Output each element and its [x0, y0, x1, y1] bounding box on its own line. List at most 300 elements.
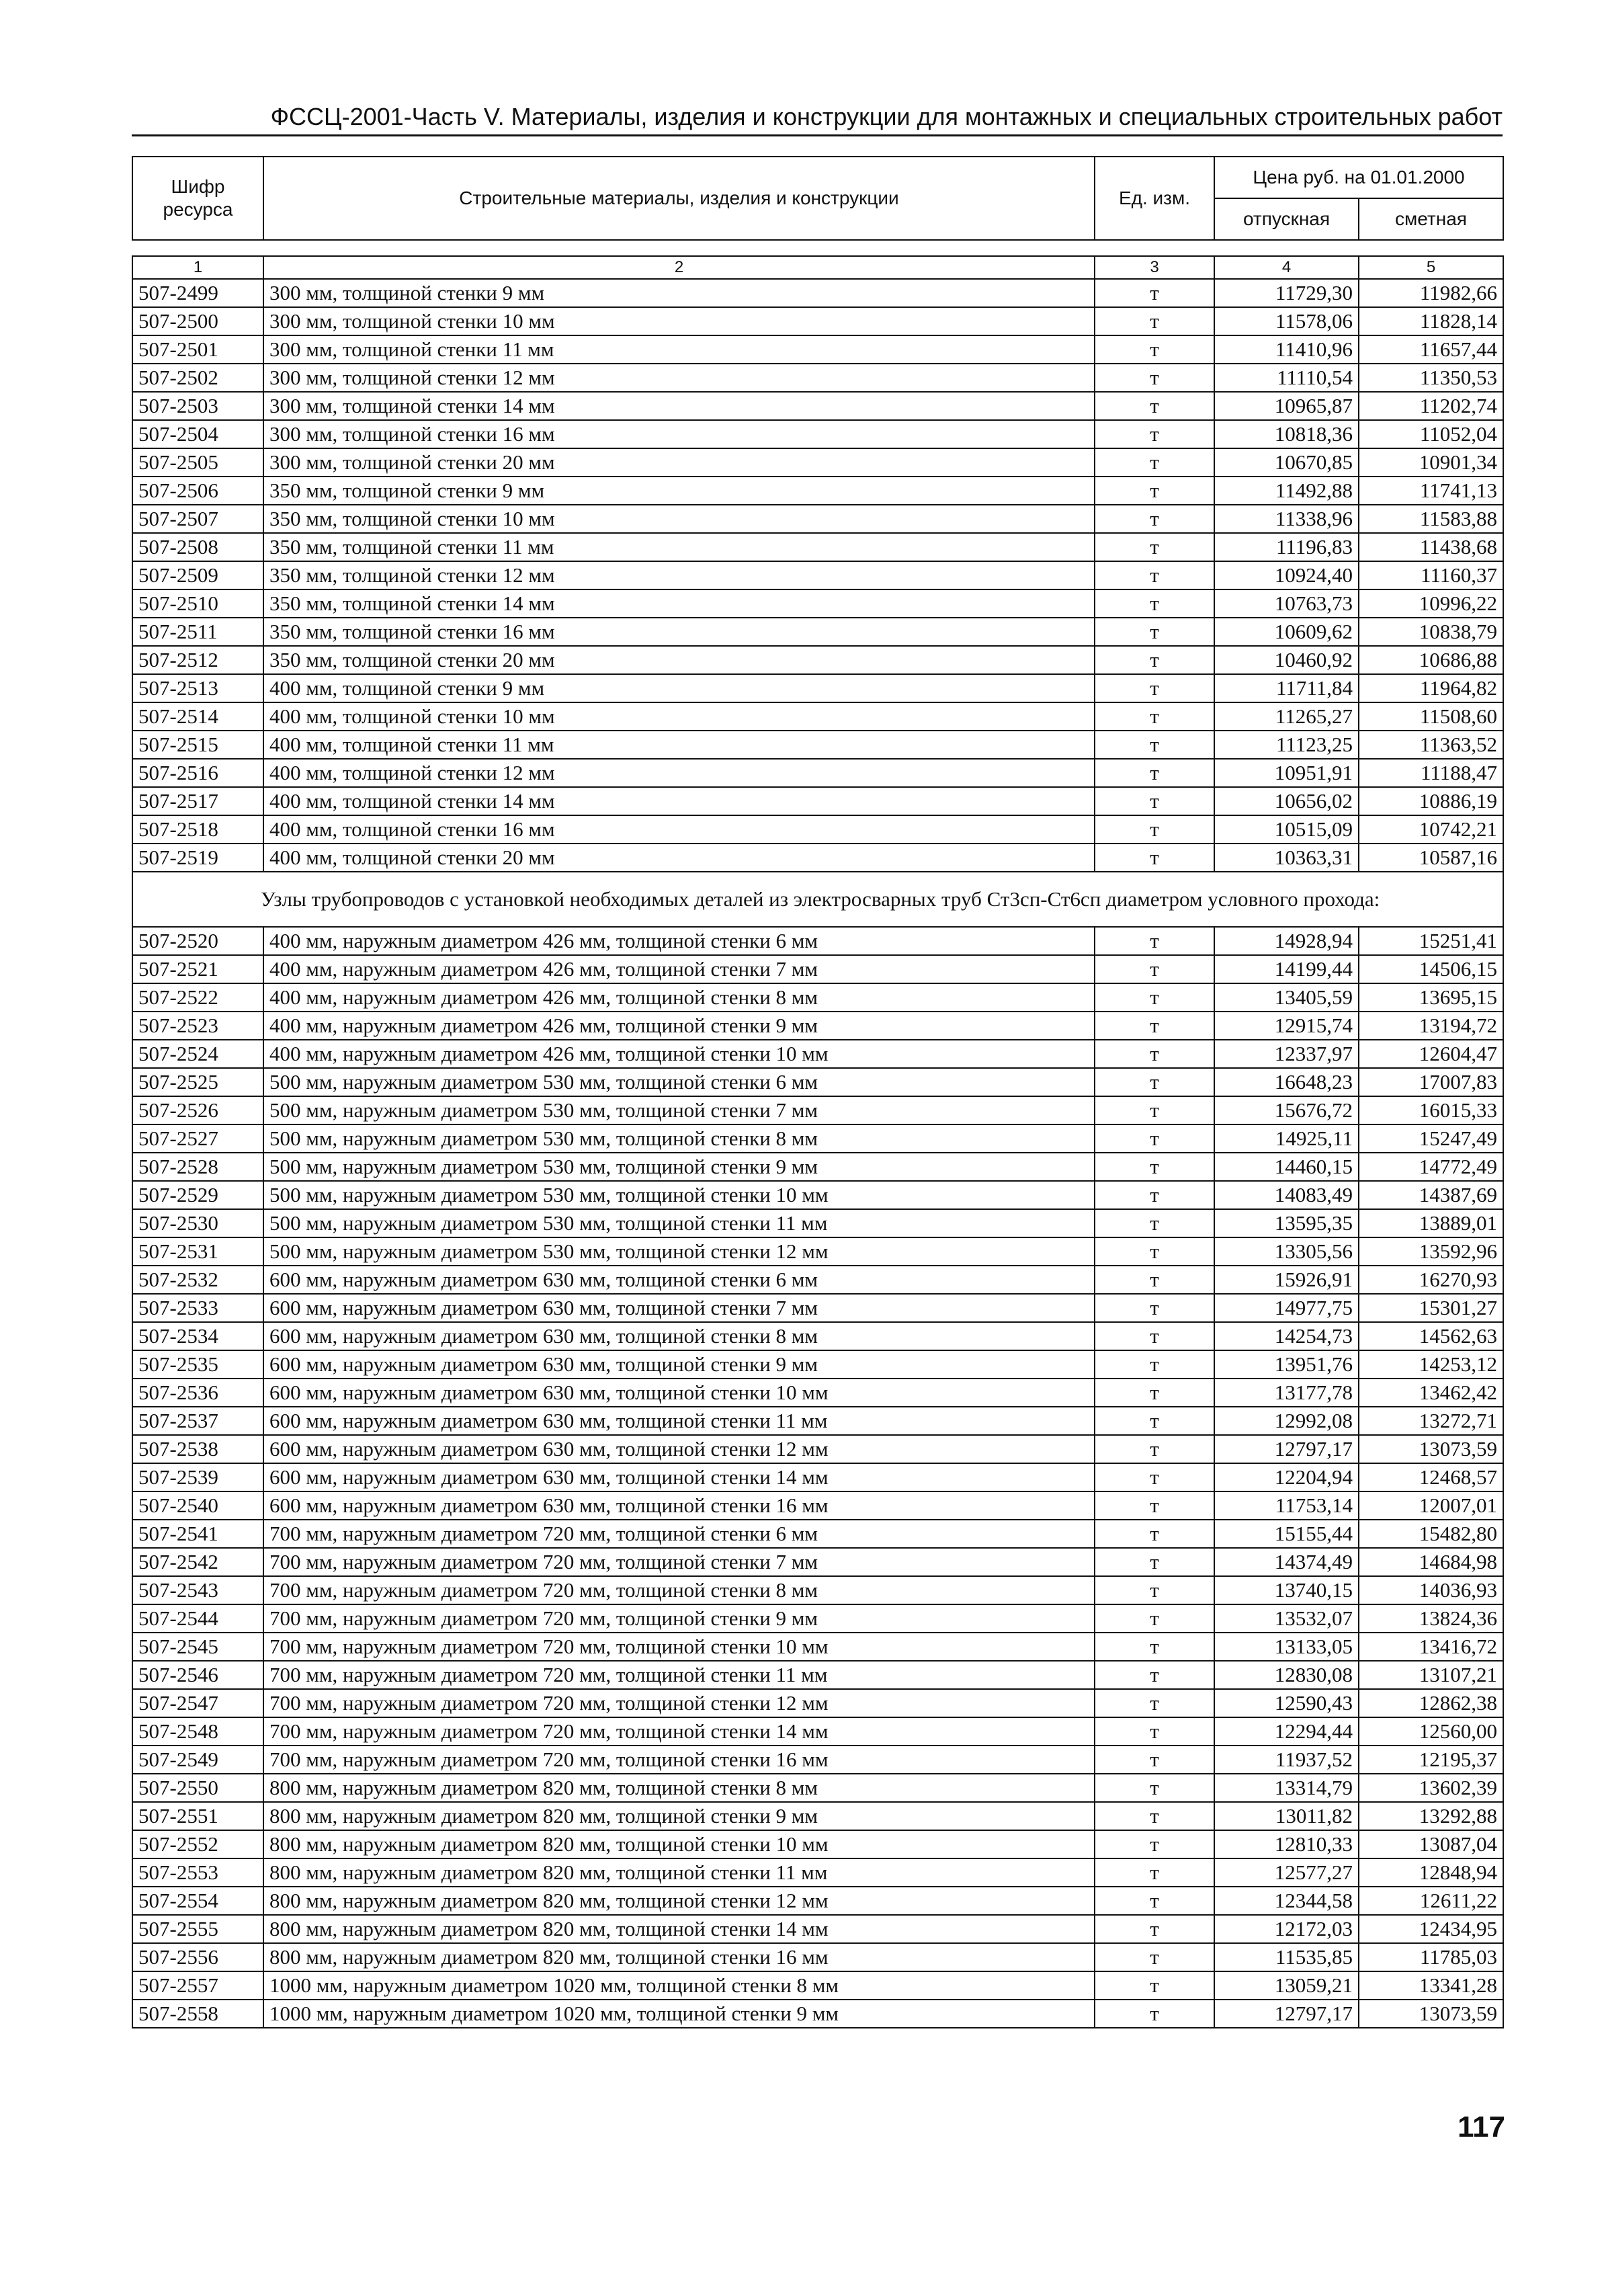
- unit-cell: т: [1095, 448, 1214, 477]
- estimate-price-cell: 13602,39: [1359, 1774, 1503, 1802]
- price-table: [132, 156, 1504, 2028]
- resource-code-cell: 507-2518: [132, 815, 263, 844]
- table-row: [132, 1435, 1503, 1463]
- estimate-price-cell: 13272,71: [1359, 1407, 1503, 1435]
- table-row: [132, 1717, 1503, 1746]
- estimate-price-cell: 11785,03: [1359, 1943, 1503, 1971]
- page-number: 117: [1458, 2110, 1505, 2143]
- release-price-cell: 11196,83: [1214, 533, 1359, 561]
- unit-cell: т: [1095, 1661, 1214, 1689]
- estimate-price-cell: 13341,28: [1359, 1971, 1503, 2000]
- resource-code-cell: 507-2516: [132, 759, 263, 787]
- estimate-price-cell: 15301,27: [1359, 1294, 1503, 1322]
- unit-cell: т: [1095, 983, 1214, 1012]
- table-row: [132, 420, 1503, 448]
- estimate-price-cell: 16270,93: [1359, 1266, 1503, 1294]
- unit-cell: т: [1095, 844, 1214, 872]
- material-name-cell: 700 мм, наружным диаметром 720 мм, толщиной стенки 7 мм: [263, 1548, 1095, 1576]
- estimate-price-cell: 14253,12: [1359, 1350, 1503, 1379]
- release-price-cell: 13305,56: [1214, 1237, 1359, 1266]
- material-name-cell: 400 мм, наружным диаметром 426 мм, толщиной стенки 7 мм: [263, 955, 1095, 983]
- unit-cell: т: [1095, 1350, 1214, 1379]
- unit-cell: т: [1095, 1068, 1214, 1096]
- material-name-cell: 700 мм, наружным диаметром 720 мм, толщиной стенки 8 мм: [263, 1576, 1095, 1604]
- unit-cell: т: [1095, 1435, 1214, 1463]
- release-price-cell: 11123,25: [1214, 731, 1359, 759]
- material-name-cell: 350 мм, толщиной стенки 9 мм: [263, 477, 1095, 505]
- resource-code-cell: 507-2522: [132, 983, 263, 1012]
- table-row: [132, 392, 1503, 420]
- table-row: [132, 702, 1503, 731]
- table-row: [132, 1661, 1503, 1689]
- material-name-cell: 600 мм, наружным диаметром 630 мм, толщиной стенки 16 мм: [263, 1491, 1095, 1520]
- release-price-cell: 12337,97: [1214, 1040, 1359, 1068]
- unit-cell: т: [1095, 815, 1214, 844]
- resource-code-cell: 507-2529: [132, 1181, 263, 1209]
- table-row: [132, 1237, 1503, 1266]
- estimate-price-cell: 12007,01: [1359, 1491, 1503, 1520]
- unit-cell: т: [1095, 1858, 1214, 1887]
- release-price-cell: 13532,07: [1214, 1604, 1359, 1633]
- unit-cell: т: [1095, 1463, 1214, 1491]
- unit-cell: т: [1095, 307, 1214, 335]
- release-price-cell: 10363,31: [1214, 844, 1359, 872]
- material-name-cell: 300 мм, толщиной стенки 16 мм: [263, 420, 1095, 448]
- material-name-cell: 600 мм, наружным диаметром 630 мм, толщиной стенки 11 мм: [263, 1407, 1095, 1435]
- material-name-cell: 1000 мм, наружным диаметром 1020 мм, толщиной стенки 8 мм: [263, 1971, 1095, 2000]
- release-price-cell: 12797,17: [1214, 1435, 1359, 1463]
- material-name-cell: 350 мм, толщиной стенки 12 мм: [263, 561, 1095, 589]
- table-row: [132, 787, 1503, 815]
- release-price-cell: 14977,75: [1214, 1294, 1359, 1322]
- estimate-price-cell: 14684,98: [1359, 1548, 1503, 1576]
- material-name-cell: 600 мм, наружным диаметром 630 мм, толщиной стенки 8 мм: [263, 1322, 1095, 1350]
- section-header: [132, 872, 1503, 927]
- estimate-price-cell: 15251,41: [1359, 927, 1503, 955]
- column-number: 2: [263, 256, 1095, 279]
- release-price-cell: 14928,94: [1214, 927, 1359, 955]
- estimate-price-cell: 11964,82: [1359, 674, 1503, 702]
- material-name-cell: 600 мм, наружным диаметром 630 мм, толщиной стенки 12 мм: [263, 1435, 1095, 1463]
- material-name-cell: 350 мм, толщиной стенки 11 мм: [263, 533, 1095, 561]
- resource-code-cell: 507-2517: [132, 787, 263, 815]
- resource-code-cell: 507-2526: [132, 1096, 263, 1124]
- material-name-cell: 400 мм, толщиной стенки 20 мм: [263, 844, 1095, 872]
- estimate-price-cell: 14387,69: [1359, 1181, 1503, 1209]
- table-row: [132, 1096, 1503, 1124]
- unit-cell: т: [1095, 589, 1214, 618]
- material-name-cell: 400 мм, наружным диаметром 426 мм, толщиной стенки 6 мм: [263, 927, 1095, 955]
- release-price-cell: 16648,23: [1214, 1068, 1359, 1096]
- release-price-cell: 12590,43: [1214, 1689, 1359, 1717]
- table-header: [132, 157, 1503, 279]
- material-name-cell: 500 мм, наружным диаметром 530 мм, толщиной стенки 7 мм: [263, 1096, 1095, 1124]
- table-row: [132, 927, 1503, 955]
- release-price-cell: 11265,27: [1214, 702, 1359, 731]
- table-row: [132, 1576, 1503, 1604]
- estimate-price-cell: 11982,66: [1359, 279, 1503, 307]
- estimate-price-cell: 14506,15: [1359, 955, 1503, 983]
- unit-cell: т: [1095, 533, 1214, 561]
- table-row: [132, 448, 1503, 477]
- resource-code-cell: 507-2531: [132, 1237, 263, 1266]
- resource-code-cell: 507-2534: [132, 1322, 263, 1350]
- unit-cell: т: [1095, 1971, 1214, 2000]
- column-number: 5: [1359, 256, 1503, 279]
- estimate-price-cell: 11363,52: [1359, 731, 1503, 759]
- material-name-cell: 500 мм, наружным диаметром 530 мм, толщиной стенки 9 мм: [263, 1153, 1095, 1181]
- resource-code-cell: 507-2550: [132, 1774, 263, 1802]
- estimate-price-cell: 11160,37: [1359, 561, 1503, 589]
- table-row: [132, 477, 1503, 505]
- release-price-cell: 10924,40: [1214, 561, 1359, 589]
- unit-cell: т: [1095, 1802, 1214, 1830]
- material-name-cell: 700 мм, наружным диаметром 720 мм, толщиной стенки 11 мм: [263, 1661, 1095, 1689]
- resource-code-cell: 507-2533: [132, 1294, 263, 1322]
- table-row: [132, 1633, 1503, 1661]
- table-row: [132, 1802, 1503, 1830]
- unit-cell: т: [1095, 1943, 1214, 1971]
- resource-code-cell: 507-2535: [132, 1350, 263, 1379]
- unit-cell: т: [1095, 1576, 1214, 1604]
- resource-code-cell: 507-2504: [132, 420, 263, 448]
- unit-cell: т: [1095, 1915, 1214, 1943]
- release-price-cell: 11711,84: [1214, 674, 1359, 702]
- material-name-cell: 800 мм, наружным диаметром 820 мм, толщиной стенки 8 мм: [263, 1774, 1095, 1802]
- table-body-pipeline-nodes: [132, 927, 1503, 2028]
- unit-cell: т: [1095, 1407, 1214, 1435]
- release-price-cell: 12577,27: [1214, 1858, 1359, 1887]
- estimate-price-cell: 13592,96: [1359, 1237, 1503, 1266]
- unit-cell: т: [1095, 787, 1214, 815]
- release-price-cell: 12797,17: [1214, 2000, 1359, 2028]
- table-row: [132, 1943, 1503, 1971]
- table-row: [132, 1774, 1503, 1802]
- material-name-cell: 300 мм, толщиной стенки 14 мм: [263, 392, 1095, 420]
- release-price-cell: 15676,72: [1214, 1096, 1359, 1124]
- release-price-cell: 15155,44: [1214, 1520, 1359, 1548]
- material-name-cell: 700 мм, наружным диаметром 720 мм, толщиной стенки 12 мм: [263, 1689, 1095, 1717]
- unit-cell: т: [1095, 1181, 1214, 1209]
- material-name-cell: 300 мм, толщиной стенки 12 мм: [263, 364, 1095, 392]
- material-name-cell: 600 мм, наружным диаметром 630 мм, толщиной стенки 10 мм: [263, 1379, 1095, 1407]
- material-name-cell: 350 мм, толщиной стенки 10 мм: [263, 505, 1095, 533]
- table-row: [132, 1887, 1503, 1915]
- unit-cell: т: [1095, 477, 1214, 505]
- unit-cell: т: [1095, 1266, 1214, 1294]
- material-name-cell: 400 мм, толщиной стенки 14 мм: [263, 787, 1095, 815]
- resource-code-cell: 507-2509: [132, 561, 263, 589]
- unit-cell: т: [1095, 1379, 1214, 1407]
- estimate-price-cell: 10886,19: [1359, 787, 1503, 815]
- table-row: [132, 335, 1503, 364]
- estimate-price-cell: 11438,68: [1359, 533, 1503, 561]
- estimate-price-cell: 13087,04: [1359, 1830, 1503, 1858]
- unit-cell: т: [1095, 1096, 1214, 1124]
- table-row: [132, 1068, 1503, 1096]
- estimate-price-cell: 10686,88: [1359, 646, 1503, 674]
- resource-code-cell: 507-2525: [132, 1068, 263, 1096]
- unit-cell: т: [1095, 927, 1214, 955]
- material-name-cell: 800 мм, наружным диаметром 820 мм, толщиной стенки 12 мм: [263, 1887, 1095, 1915]
- estimate-price-cell: 14036,93: [1359, 1576, 1503, 1604]
- unit-cell: т: [1095, 702, 1214, 731]
- unit-cell: т: [1095, 1012, 1214, 1040]
- estimate-price-cell: 10901,34: [1359, 448, 1503, 477]
- resource-code-cell: 507-2539: [132, 1463, 263, 1491]
- unit-cell: т: [1095, 279, 1214, 307]
- table-row: [132, 1520, 1503, 1548]
- unit-cell: т: [1095, 955, 1214, 983]
- release-price-cell: 12810,33: [1214, 1830, 1359, 1858]
- table-row: [132, 618, 1503, 646]
- release-price-cell: 14199,44: [1214, 955, 1359, 983]
- material-name-cell: 500 мм, наружным диаметром 530 мм, толщиной стенки 10 мм: [263, 1181, 1095, 1209]
- estimate-price-cell: 11828,14: [1359, 307, 1503, 335]
- resource-code-cell: 507-2508: [132, 533, 263, 561]
- estimate-price-cell: 11188,47: [1359, 759, 1503, 787]
- material-name-cell: 400 мм, наружным диаметром 426 мм, толщиной стенки 10 мм: [263, 1040, 1095, 1068]
- material-name-cell: 300 мм, толщиной стенки 11 мм: [263, 335, 1095, 364]
- table-row: [132, 1350, 1503, 1379]
- table-row: [132, 731, 1503, 759]
- unit-cell: т: [1095, 1209, 1214, 1237]
- material-name-cell: 400 мм, толщиной стенки 10 мм: [263, 702, 1095, 731]
- resource-code-cell: 507-2541: [132, 1520, 263, 1548]
- estimate-price-cell: 11583,88: [1359, 505, 1503, 533]
- unit-cell: т: [1095, 1153, 1214, 1181]
- table-row: [132, 815, 1503, 844]
- estimate-price-cell: 12560,00: [1359, 1717, 1503, 1746]
- unit-cell: т: [1095, 1746, 1214, 1774]
- release-price-cell: 10656,02: [1214, 787, 1359, 815]
- table-row: [132, 759, 1503, 787]
- estimate-price-cell: 13073,59: [1359, 1435, 1503, 1463]
- table-row: [132, 1209, 1503, 1237]
- material-name-cell: 400 мм, толщиной стенки 9 мм: [263, 674, 1095, 702]
- estimate-price-cell: 15482,80: [1359, 1520, 1503, 1548]
- material-name-cell: 700 мм, наружным диаметром 720 мм, толщиной стенки 6 мм: [263, 1520, 1095, 1548]
- resource-code-cell: 507-2551: [132, 1802, 263, 1830]
- resource-code-cell: 507-2553: [132, 1858, 263, 1887]
- resource-code-cell: 507-2513: [132, 674, 263, 702]
- unit-cell: т: [1095, 1040, 1214, 1068]
- estimate-price-cell: 11741,13: [1359, 477, 1503, 505]
- unit-cell: т: [1095, 759, 1214, 787]
- resource-code-cell: 507-2505: [132, 448, 263, 477]
- table-row: [132, 983, 1503, 1012]
- resource-code-cell: 507-2555: [132, 1915, 263, 1943]
- release-price-cell: 13133,05: [1214, 1633, 1359, 1661]
- unit-cell: т: [1095, 392, 1214, 420]
- unit-cell: т: [1095, 1491, 1214, 1520]
- release-price-cell: 12992,08: [1214, 1407, 1359, 1435]
- release-price-cell: 10670,85: [1214, 448, 1359, 477]
- table-row: [132, 1746, 1503, 1774]
- release-price-cell: 12172,03: [1214, 1915, 1359, 1943]
- material-name-cell: 600 мм, наружным диаметром 630 мм, толщиной стенки 7 мм: [263, 1294, 1095, 1322]
- material-name-cell: 800 мм, наружным диаметром 820 мм, толщиной стенки 10 мм: [263, 1830, 1095, 1858]
- unit-cell: т: [1095, 1689, 1214, 1717]
- column-header-unit: Ед. изм.: [1095, 157, 1214, 240]
- page-header: ФССЦ-2001-Часть V. Материалы, изделия и конструкции для монтажных и специальных строительных работ: [132, 102, 1503, 136]
- resource-code-cell: 507-2558: [132, 2000, 263, 2028]
- estimate-price-cell: 13073,59: [1359, 2000, 1503, 2028]
- material-name-cell: 700 мм, наружным диаметром 720 мм, толщиной стенки 9 мм: [263, 1604, 1095, 1633]
- estimate-price-cell: 11202,74: [1359, 392, 1503, 420]
- table-row: [132, 674, 1503, 702]
- column-header-estimate: сметная: [1359, 198, 1503, 240]
- table-row: [132, 505, 1503, 533]
- release-price-cell: 13059,21: [1214, 1971, 1359, 2000]
- resource-code-cell: 507-2502: [132, 364, 263, 392]
- material-name-cell: 1000 мм, наружным диаметром 1020 мм, толщиной стенки 9 мм: [263, 2000, 1095, 2028]
- column-number: 1: [132, 256, 263, 279]
- column-number: 4: [1214, 256, 1359, 279]
- resource-code-cell: 507-2552: [132, 1830, 263, 1858]
- table-row: [132, 364, 1503, 392]
- resource-code-cell: 507-2527: [132, 1124, 263, 1153]
- release-price-cell: 14083,49: [1214, 1181, 1359, 1209]
- resource-code-cell: 507-2532: [132, 1266, 263, 1294]
- unit-cell: т: [1095, 505, 1214, 533]
- estimate-price-cell: 15247,49: [1359, 1124, 1503, 1153]
- resource-code-cell: 507-2543: [132, 1576, 263, 1604]
- release-price-cell: 13314,79: [1214, 1774, 1359, 1802]
- unit-cell: т: [1095, 1604, 1214, 1633]
- material-name-cell: 300 мм, толщиной стенки 10 мм: [263, 307, 1095, 335]
- table-row: [132, 533, 1503, 561]
- estimate-price-cell: 10838,79: [1359, 618, 1503, 646]
- material-name-cell: 700 мм, наружным диаметром 720 мм, толщиной стенки 10 мм: [263, 1633, 1095, 1661]
- estimate-price-cell: 12604,47: [1359, 1040, 1503, 1068]
- estimate-price-cell: 13292,88: [1359, 1802, 1503, 1830]
- release-price-cell: 11338,96: [1214, 505, 1359, 533]
- table-row: [132, 955, 1503, 983]
- column-number: 3: [1095, 256, 1214, 279]
- material-name-cell: 800 мм, наружным диаметром 820 мм, толщиной стенки 14 мм: [263, 1915, 1095, 1943]
- estimate-price-cell: 12468,57: [1359, 1463, 1503, 1491]
- release-price-cell: 12294,44: [1214, 1717, 1359, 1746]
- resource-code-cell: 507-2510: [132, 589, 263, 618]
- resource-code-cell: 507-2547: [132, 1689, 263, 1717]
- release-price-cell: 11535,85: [1214, 1943, 1359, 1971]
- estimate-price-cell: 11508,60: [1359, 702, 1503, 731]
- resource-code-cell: 507-2537: [132, 1407, 263, 1435]
- unit-cell: т: [1095, 420, 1214, 448]
- unit-cell: т: [1095, 335, 1214, 364]
- table-row: [132, 1266, 1503, 1294]
- release-price-cell: 11937,52: [1214, 1746, 1359, 1774]
- estimate-price-cell: 13194,72: [1359, 1012, 1503, 1040]
- material-name-cell: 700 мм, наружным диаметром 720 мм, толщиной стенки 16 мм: [263, 1746, 1095, 1774]
- release-price-cell: 11753,14: [1214, 1491, 1359, 1520]
- resource-code-cell: 507-2545: [132, 1633, 263, 1661]
- estimate-price-cell: 10996,22: [1359, 589, 1503, 618]
- resource-code-cell: 507-2519: [132, 844, 263, 872]
- release-price-cell: 10763,73: [1214, 589, 1359, 618]
- unit-cell: т: [1095, 1774, 1214, 1802]
- resource-code-cell: 507-2520: [132, 927, 263, 955]
- table-row: [132, 1858, 1503, 1887]
- material-name-cell: 600 мм, наружным диаметром 630 мм, толщиной стенки 14 мм: [263, 1463, 1095, 1491]
- release-price-cell: 10951,91: [1214, 759, 1359, 787]
- table-row: [132, 1040, 1503, 1068]
- estimate-price-cell: 11350,53: [1359, 364, 1503, 392]
- table-row: [132, 1407, 1503, 1435]
- unit-cell: т: [1095, 1237, 1214, 1266]
- estimate-price-cell: 11052,04: [1359, 420, 1503, 448]
- unit-cell: т: [1095, 646, 1214, 674]
- table-row: [132, 561, 1503, 589]
- column-header-name: Строительные материалы, изделия и конструкции: [263, 157, 1095, 240]
- release-price-cell: 12344,58: [1214, 1887, 1359, 1915]
- material-name-cell: 350 мм, толщиной стенки 20 мм: [263, 646, 1095, 674]
- estimate-price-cell: 12848,94: [1359, 1858, 1503, 1887]
- table-body-pipes: [132, 279, 1503, 872]
- release-price-cell: 12204,94: [1214, 1463, 1359, 1491]
- release-price-cell: 13011,82: [1214, 1802, 1359, 1830]
- release-price-cell: 14254,73: [1214, 1322, 1359, 1350]
- release-price-cell: 13951,76: [1214, 1350, 1359, 1379]
- resource-code-cell: 507-2548: [132, 1717, 263, 1746]
- table-row: [132, 1830, 1503, 1858]
- estimate-price-cell: 13107,21: [1359, 1661, 1503, 1689]
- unit-cell: т: [1095, 1717, 1214, 1746]
- table-row: [132, 279, 1503, 307]
- release-price-cell: 11110,54: [1214, 364, 1359, 392]
- unit-cell: т: [1095, 674, 1214, 702]
- resource-code-cell: 507-2528: [132, 1153, 263, 1181]
- estimate-price-cell: 13889,01: [1359, 1209, 1503, 1237]
- estimate-price-cell: 10587,16: [1359, 844, 1503, 872]
- table-row: [132, 1548, 1503, 1576]
- table-row: [132, 1294, 1503, 1322]
- release-price-cell: 13177,78: [1214, 1379, 1359, 1407]
- unit-cell: т: [1095, 618, 1214, 646]
- material-name-cell: 600 мм, наружным диаметром 630 мм, толщиной стенки 9 мм: [263, 1350, 1095, 1379]
- table-row: [132, 1915, 1503, 1943]
- column-number-row: [132, 256, 1503, 279]
- unit-cell: т: [1095, 1520, 1214, 1548]
- table-row: [132, 1491, 1503, 1520]
- resource-code-cell: 507-2501: [132, 335, 263, 364]
- estimate-price-cell: 13416,72: [1359, 1633, 1503, 1661]
- table-row: [132, 1012, 1503, 1040]
- unit-cell: т: [1095, 2000, 1214, 2028]
- release-price-cell: 13740,15: [1214, 1576, 1359, 1604]
- estimate-price-cell: 13824,36: [1359, 1604, 1503, 1633]
- material-name-cell: 500 мм, наружным диаметром 530 мм, толщиной стенки 11 мм: [263, 1209, 1095, 1237]
- resource-code-cell: 507-2546: [132, 1661, 263, 1689]
- estimate-price-cell: 12862,38: [1359, 1689, 1503, 1717]
- table-row: [132, 1153, 1503, 1181]
- column-header-code: Шифр ресурса: [132, 157, 263, 240]
- resource-code-cell: 507-2556: [132, 1943, 263, 1971]
- resource-code-cell: 507-2557: [132, 1971, 263, 2000]
- material-name-cell: 350 мм, толщиной стенки 14 мм: [263, 589, 1095, 618]
- resource-code-cell: 507-2540: [132, 1491, 263, 1520]
- table-row: [132, 307, 1503, 335]
- unit-cell: т: [1095, 1548, 1214, 1576]
- resource-code-cell: 507-2521: [132, 955, 263, 983]
- release-price-cell: 10965,87: [1214, 392, 1359, 420]
- release-price-cell: 14925,11: [1214, 1124, 1359, 1153]
- material-name-cell: 700 мм, наружным диаметром 720 мм, толщиной стенки 14 мм: [263, 1717, 1095, 1746]
- resource-code-cell: 507-2499: [132, 279, 263, 307]
- resource-code-cell: 507-2524: [132, 1040, 263, 1068]
- estimate-price-cell: 13695,15: [1359, 983, 1503, 1012]
